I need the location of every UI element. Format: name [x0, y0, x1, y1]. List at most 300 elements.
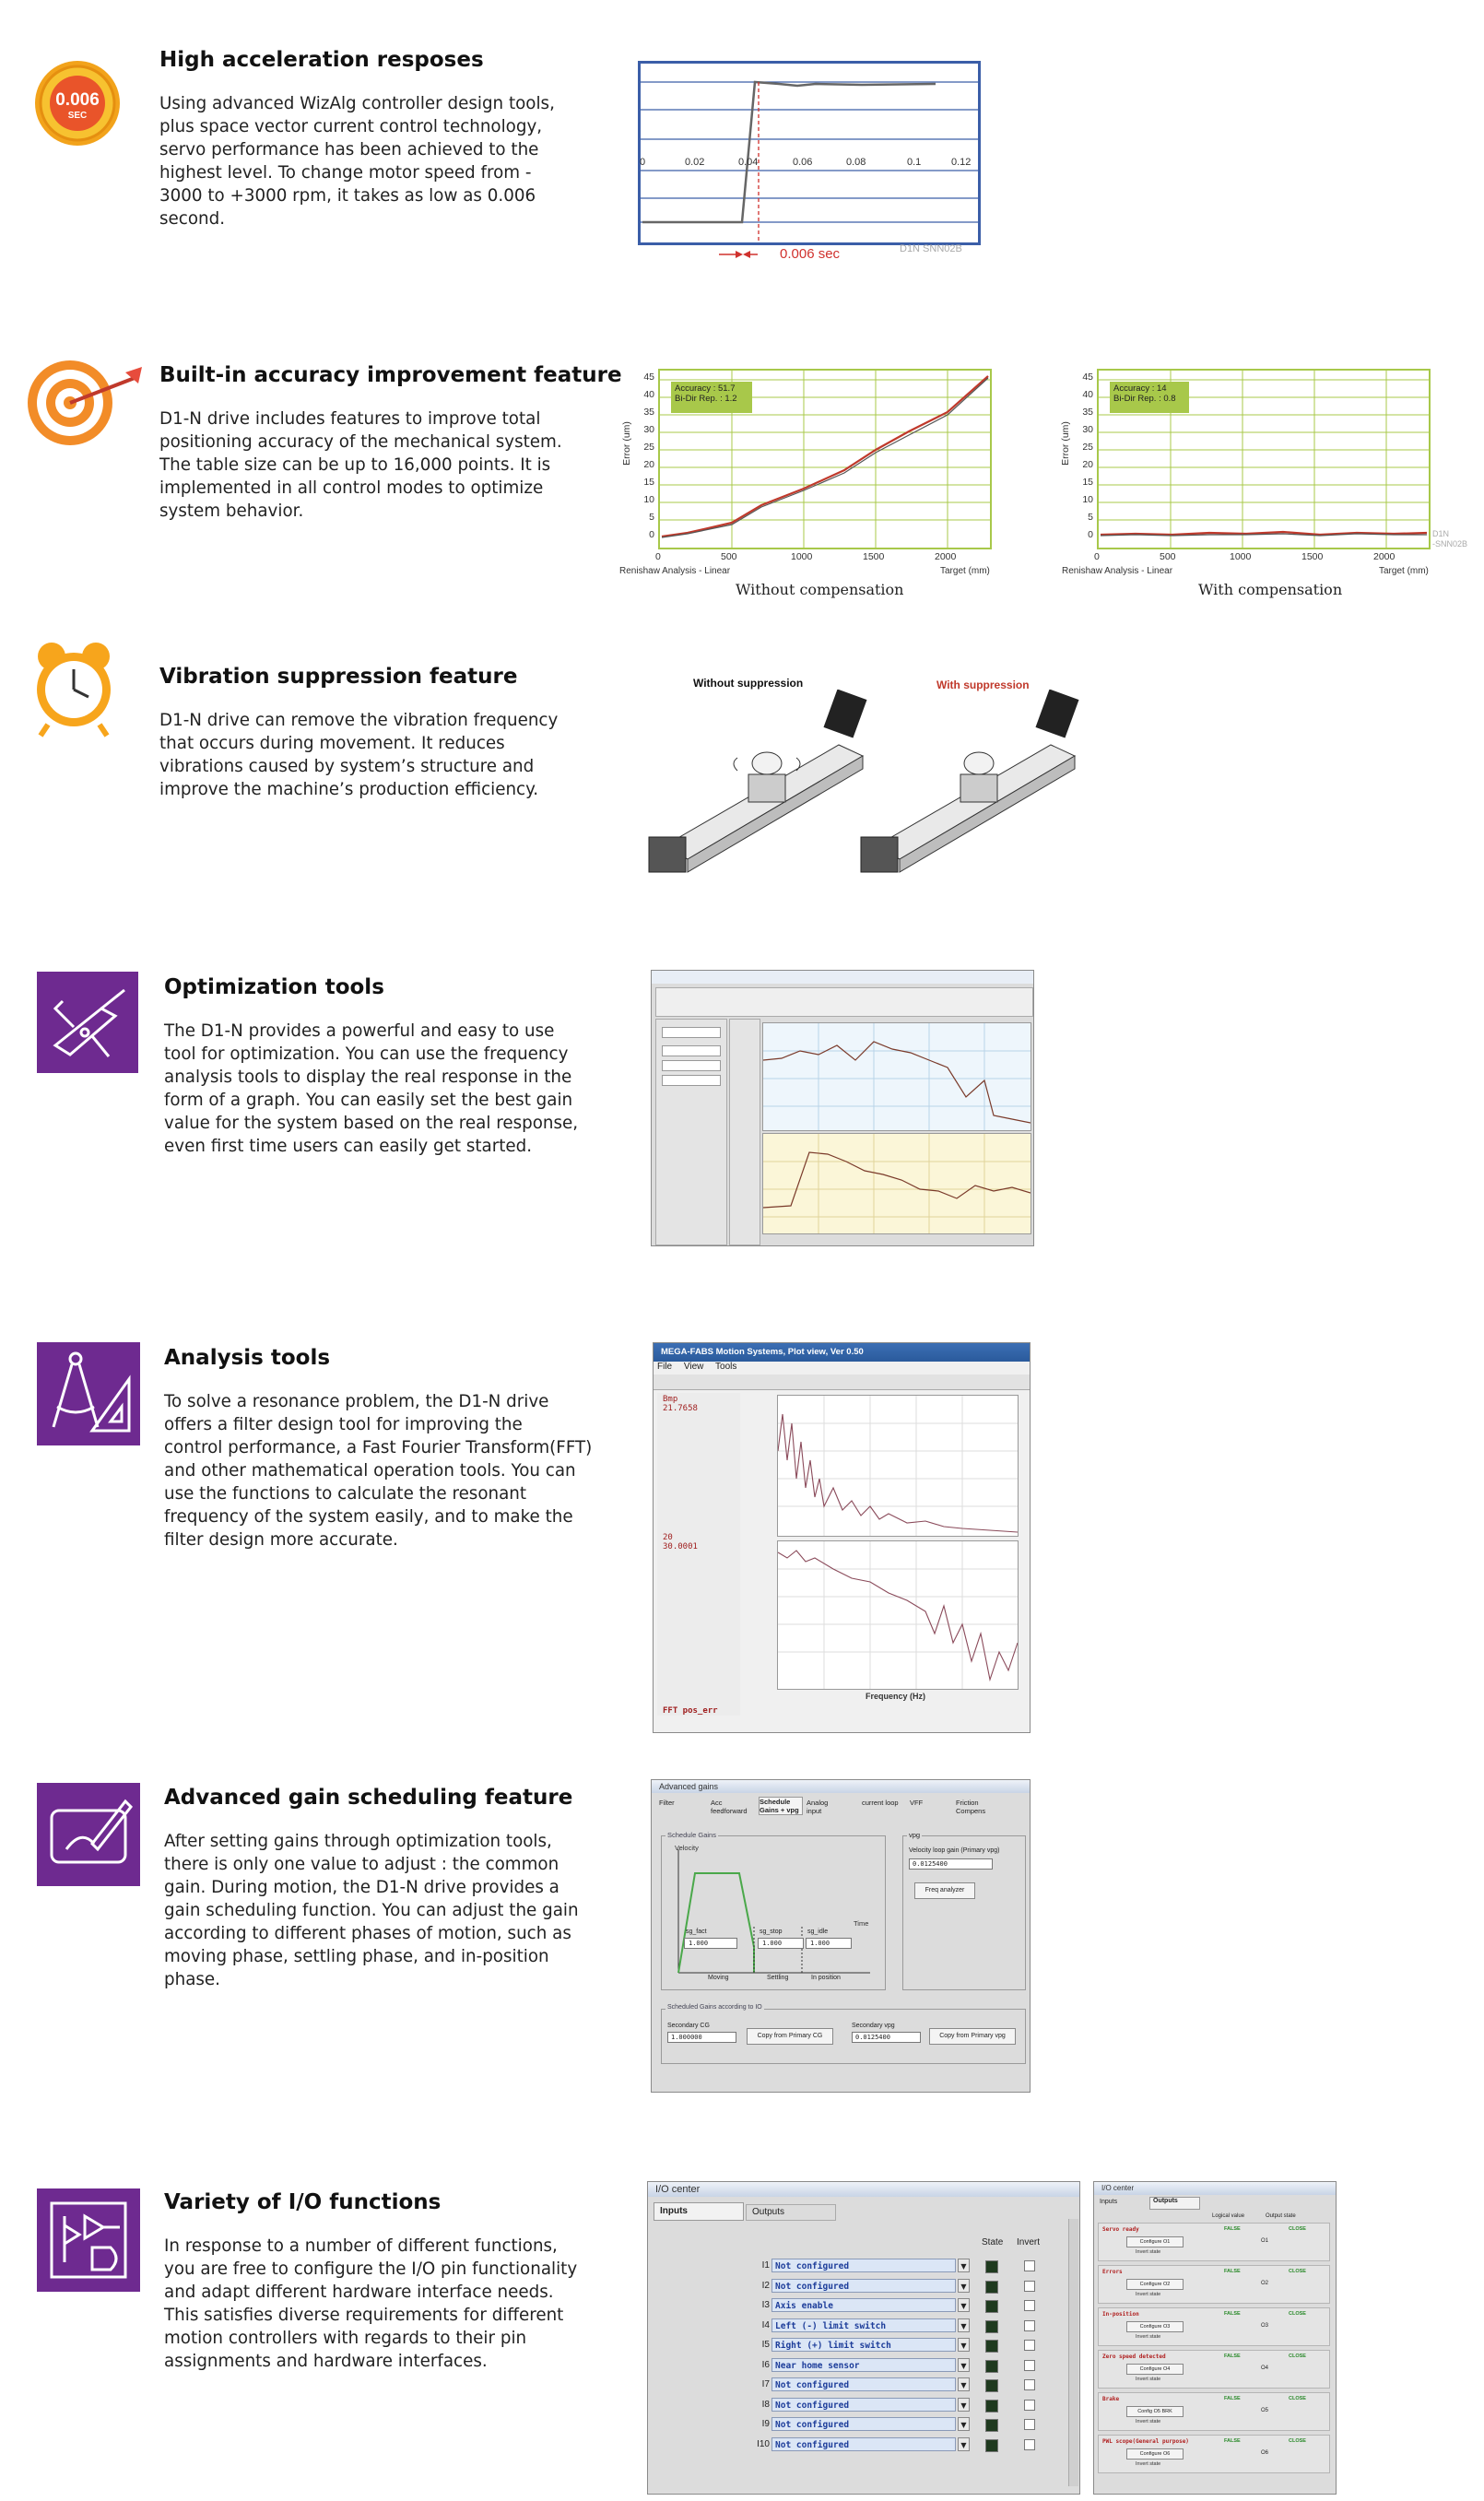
io-input-row	[648, 2377, 1080, 2393]
circuit-icon	[37, 2188, 140, 2292]
io-output-name: Servo ready	[1102, 2226, 1139, 2233]
feature-description	[164, 1830, 625, 1991]
desc-line: according to different phases of motion, such as	[164, 1924, 571, 1943]
io-function-select[interactable]: Not configured	[771, 2417, 956, 2431]
acceleration-series	[642, 82, 936, 222]
feature-description	[159, 92, 620, 230]
io-out-tab-outputs[interactable]: Outputs	[1149, 2197, 1200, 2210]
copy-vpg-button[interactable]: Copy from Primary vpg	[929, 2028, 1016, 2045]
io-output-state: CLOSE	[1289, 2269, 1306, 2274]
desc-line: In response to a number of different functions,	[164, 2236, 558, 2256]
y-tick: 15	[1082, 477, 1093, 488]
feature-description	[164, 1020, 625, 1158]
desc-line: The table size can be up to 16,000 points. It is	[159, 455, 551, 475]
desc-line: gain scheduling function. You can adjust the gain	[164, 1901, 579, 1920]
opt-phase-plot	[762, 1133, 1031, 1234]
io-output-logical: FALSE	[1224, 2438, 1241, 2444]
io-output-state: CLOSE	[1289, 2354, 1306, 2359]
io-col-state: State	[982, 2237, 1004, 2247]
feature-analysis	[164, 1346, 625, 1551]
chevron-down-icon[interactable]: ▼	[958, 2279, 970, 2293]
y-tick: 25	[1082, 442, 1093, 453]
desc-line: motion controllers with regards to their pin	[164, 2329, 527, 2348]
feature-gain-scheduling	[164, 1786, 625, 1991]
sg-fact-label: sg_fact	[686, 1929, 707, 1935]
opt-magnitude-plot	[762, 1022, 1031, 1131]
x-tick: 0.02	[685, 157, 705, 168]
io-output-logical: FALSE	[1224, 2396, 1241, 2401]
io-pin-label: I9	[761, 2419, 770, 2429]
chevron-down-icon[interactable]: ▼	[958, 2318, 970, 2332]
desc-line: offers a filter design tool for improving the	[164, 1415, 523, 1434]
with-comp-caption: With compensation	[1198, 581, 1343, 598]
without-comp-chart	[658, 369, 992, 549]
feature-title: Analysis tools	[164, 1346, 331, 1370]
without-comp-box	[671, 382, 752, 413]
secondary-vpg-field[interactable]: 0.0125400	[852, 2032, 921, 2043]
with-comp-yticks	[1075, 372, 1093, 547]
io-state-indicator	[985, 2360, 998, 2373]
io-output-pin: O3	[1261, 2323, 1269, 2329]
io-out-logical-header: Logical value	[1212, 2213, 1245, 2219]
sg-idle-field[interactable]: 1.000	[806, 1938, 852, 1949]
io-invert-checkbox[interactable]	[1024, 2260, 1035, 2271]
io-output-button[interactable]: Configure O2	[1126, 2279, 1184, 2290]
feature-optimization	[164, 975, 625, 1158]
opt-titlebar	[652, 971, 1034, 984]
repeatability-label: Bi-Dir Rep. : 1.2	[675, 394, 737, 404]
io-invert-checkbox[interactable]	[1024, 2281, 1035, 2292]
io-scrollbar[interactable]	[1068, 2219, 1078, 2486]
desc-line: second.	[159, 209, 226, 229]
desc-line: positioning accuracy of the mechanical system.	[159, 432, 562, 452]
y-tick: 5	[649, 512, 654, 523]
feature-title: Optimization tools	[164, 975, 384, 999]
time-axis-label: Time	[854, 1919, 869, 1928]
y-tick: 25	[643, 442, 654, 453]
sg-fact-field[interactable]: 1.000	[684, 1938, 737, 1949]
desc-line: use the functions to calculate the resonant	[164, 1484, 527, 1504]
x-tick: 1000	[1230, 551, 1252, 562]
io-output-button[interactable]: Configure O1	[1126, 2236, 1184, 2247]
io-function-select[interactable]: Not configured	[771, 2377, 956, 2391]
io-state-indicator	[985, 2340, 998, 2353]
feature-description	[159, 407, 620, 523]
velocity-axis-label: Velocity	[675, 1844, 699, 1852]
io-function-select[interactable]: Not configured	[771, 2279, 956, 2293]
io-invert-checkbox[interactable]	[1024, 2300, 1035, 2311]
y-tick: 10	[1082, 494, 1093, 505]
y-tick: 40	[1082, 389, 1093, 400]
io-state-indicator	[985, 2300, 998, 2313]
menu-file[interactable]: File	[657, 1362, 673, 1372]
io-output-button[interactable]: Configure O6	[1126, 2448, 1184, 2460]
io-output-invert[interactable]: Invert state	[1136, 2461, 1161, 2467]
y-tick: 5	[1088, 512, 1093, 523]
accel-model: D1N SNN02B	[900, 243, 962, 254]
menu-tools[interactable]: Tools	[715, 1362, 737, 1372]
io-input-row	[648, 2397, 1080, 2413]
desc-line: even first time users can easily get started.	[164, 1137, 533, 1156]
x-tick: 0	[640, 157, 646, 168]
io-input-row	[648, 2258, 1080, 2274]
sg-stop-label: sg_stop	[760, 1929, 783, 1935]
feature-description	[159, 709, 620, 801]
io-output-name: In-position	[1102, 2311, 1139, 2318]
fft-plot-bottom	[777, 1540, 1019, 1690]
x-tick: 500	[721, 551, 737, 562]
desc-line: plus space vector current control technology,	[159, 117, 543, 136]
vpg-label: Velocity loop gain (Primary vpg)	[909, 1847, 1000, 1854]
with-comp-xlabel: Target (mm)	[1379, 566, 1429, 576]
tab-analog-input[interactable]: Analog input	[807, 1799, 829, 1815]
io-output-invert[interactable]: Invert state	[1136, 2249, 1161, 2255]
io-output-state: CLOSE	[1289, 2396, 1306, 2401]
channel-value: 21.7658	[663, 1404, 698, 1413]
fft-plot-top	[777, 1395, 1019, 1537]
io-out-titlebar: I/O center	[1094, 2182, 1336, 2195]
tab-vff[interactable]: VFF	[910, 1799, 924, 1807]
io-input-row	[648, 2278, 1080, 2295]
x-tick: 2000	[1373, 551, 1396, 562]
stage-with-suppression	[857, 690, 1097, 874]
sg-stop-field[interactable]: 1.000	[758, 1938, 804, 1949]
io-output-logical: FALSE	[1224, 2269, 1241, 2274]
desc-line: form of a graph. You can easily set the best gain	[164, 1091, 573, 1110]
x-tick: 2000	[935, 551, 957, 562]
io-function-select[interactable]: Not configured	[771, 2437, 956, 2451]
alarm-clock-icon	[20, 632, 122, 738]
io-output-invert[interactable]: Invert state	[1136, 2419, 1161, 2424]
accel-annotation-arrow	[719, 247, 765, 260]
vpg-group	[902, 1831, 1026, 1990]
io-output-row	[1098, 2223, 1330, 2261]
opt-param-panel	[655, 1019, 727, 1245]
io-output-logical: FALSE	[1224, 2226, 1241, 2232]
io-function-select[interactable]: Not configured	[771, 2398, 956, 2412]
channel-label: Bmp	[663, 1395, 678, 1404]
x-tick: 500	[1160, 551, 1176, 562]
secondary-cg-field[interactable]: 1.000000	[667, 2032, 736, 2043]
model-label: D1N	[1432, 529, 1450, 538]
io-state-indicator	[985, 2320, 998, 2333]
x-tick: 0	[1094, 551, 1100, 562]
tab-filter[interactable]: Filter	[659, 1799, 675, 1807]
io-pin-label: I6	[761, 2359, 770, 2370]
velocity-profile	[662, 1836, 885, 1989]
chevron-down-icon[interactable]: ▼	[958, 2358, 970, 2372]
accel-annotation: 0.006 sec	[780, 246, 841, 262]
io-function-select[interactable]: Left (-) limit switch	[771, 2318, 956, 2332]
with-comp-chart	[1097, 369, 1431, 549]
io-col-invert: Invert	[1017, 2237, 1041, 2247]
compass-ruler-icon	[37, 1342, 140, 1445]
io-output-row	[1098, 2307, 1330, 2346]
y-tick: 20	[1082, 459, 1093, 470]
io-output-pin: O5	[1261, 2408, 1269, 2413]
y-tick: 30	[1082, 424, 1093, 435]
desc-line: value for the system based on the real response,	[164, 1114, 579, 1133]
io-function-select[interactable]: Axis enable	[771, 2298, 956, 2312]
io-state-indicator	[985, 2439, 998, 2452]
desc-line: Using advanced WizAlg controller design tools,	[159, 94, 555, 113]
y-tick: 20	[643, 459, 654, 470]
x-tick: 0.12	[951, 157, 972, 168]
gains-tabs	[655, 1795, 1028, 1815]
y-tick: 10	[643, 494, 654, 505]
chevron-down-icon[interactable]: ▼	[958, 2338, 970, 2352]
desc-line: After setting gains through optimization tools,	[164, 1832, 552, 1851]
io-out-state-header: Output state	[1266, 2213, 1296, 2219]
x-tick: 0.08	[846, 157, 866, 168]
group-label: vpg	[909, 1831, 921, 1839]
with-comp-model	[1432, 529, 1467, 549]
io-output-name: Brake	[1102, 2396, 1120, 2402]
io-tab-inputs[interactable]: Inputs	[654, 2202, 744, 2221]
io-pin-label: I8	[761, 2399, 770, 2410]
tab-friction[interactable]: Friction Compens	[956, 1799, 986, 1815]
advanced-gains-window	[651, 1779, 1031, 2093]
io-output-pin: O6	[1261, 2450, 1269, 2456]
io-center-window	[647, 2181, 1080, 2495]
chevron-down-icon[interactable]: ▼	[958, 2437, 970, 2451]
io-output-invert[interactable]: Invert state	[1136, 2377, 1161, 2382]
io-invert-checkbox[interactable]	[1024, 2360, 1035, 2371]
io-function-select[interactable]: Near home sensor	[771, 2358, 956, 2372]
io-invert-checkbox[interactable]	[1024, 2379, 1035, 2390]
x-tick: 0.06	[793, 157, 813, 168]
chevron-down-icon[interactable]: ▼	[958, 2377, 970, 2391]
without-suppression-label: Without suppression	[693, 677, 804, 690]
feature-title: Built-in accuracy improvement feature	[159, 363, 622, 387]
io-output-state: CLOSE	[1289, 2438, 1306, 2444]
clock-badge-icon	[33, 59, 122, 147]
feature-title: High acceleration resposes	[159, 48, 484, 72]
gains-titlebar: Advanced gains	[652, 1780, 1030, 1793]
feature-acceleration	[159, 48, 620, 230]
desc-line: D1-N drive can remove the vibration frequency	[159, 711, 559, 730]
desc-line: gain. During motion, the D1-N drive provides a	[164, 1878, 559, 1897]
io-pin-label: I5	[761, 2340, 770, 2350]
io-input-row	[648, 2337, 1080, 2354]
with-comp-ylabel: Error (um)	[1060, 421, 1071, 466]
with-comp-source: Renishaw Analysis - Linear	[1062, 566, 1173, 576]
io-output-button[interactable]: Configure O3	[1126, 2321, 1184, 2332]
io-state-indicator	[985, 2419, 998, 2432]
io-pin-label: I7	[761, 2379, 770, 2389]
opt-checkbox-panel	[729, 1019, 760, 1245]
io-invert-checkbox[interactable]	[1024, 2419, 1035, 2430]
io-pin-label: I2	[761, 2280, 770, 2291]
io-input-row	[648, 2436, 1080, 2453]
io-pin-label: I10	[757, 2438, 770, 2449]
phase-settling: Settling	[767, 1975, 789, 1981]
sg-idle-label: sg_idle	[807, 1929, 829, 1935]
desc-line: control performance, a Fast Fourier Transform(FFT)	[164, 1438, 593, 1457]
y-tick: 0	[1088, 529, 1093, 540]
io-input-row	[648, 2297, 1080, 2314]
desc-line: implemented in all control modes to optimize	[159, 478, 544, 498]
secondary-cg-label: Secondary CG	[667, 2023, 710, 2029]
io-output-name: Zero speed detected	[1102, 2354, 1166, 2360]
desc-line: 3000 to +3000 rpm, it takes as low as 0.006	[159, 186, 536, 206]
group-label: Schedule Gains	[667, 1831, 716, 1839]
io-output-name: PWL scope(General purpose)	[1102, 2438, 1189, 2445]
io-tab-outputs[interactable]: Outputs	[746, 2204, 836, 2221]
y-tick: 0	[649, 529, 654, 540]
io-output-pin: O2	[1261, 2281, 1269, 2286]
phase-moving: Moving	[708, 1975, 729, 1981]
io-function-select[interactable]: Right (+) limit switch	[771, 2338, 956, 2352]
y-tick: 35	[643, 407, 654, 418]
feature-accuracy	[159, 363, 620, 523]
feature-vibration	[159, 665, 620, 801]
x-tick: 1500	[1301, 551, 1324, 562]
io-output-row	[1098, 2265, 1330, 2304]
tab-acc-ff[interactable]: Acc feedforward	[711, 1799, 748, 1815]
io-state-indicator	[985, 2400, 998, 2413]
io-output-row	[1098, 2350, 1330, 2389]
desc-line: servo performance has been achieved to the	[159, 140, 539, 159]
io-state-indicator	[985, 2281, 998, 2294]
y-tick: 30	[643, 424, 654, 435]
io-invert-checkbox[interactable]	[1024, 2340, 1035, 2351]
io-output-name: Errors	[1102, 2269, 1123, 2275]
feature-io	[164, 2190, 625, 2373]
desc-line: This satisfies diverse requirements for different	[164, 2306, 564, 2325]
tab-current-loop[interactable]: current loop	[862, 1799, 899, 1807]
desc-line: phase.	[164, 1970, 220, 1989]
io-input-row	[648, 2357, 1080, 2374]
accuracy-label: Accuracy : 14	[1113, 383, 1167, 394]
scheduled-io-group	[661, 2004, 1026, 2064]
analysis-window	[653, 1342, 1031, 1733]
tab-schedule-gains[interactable]: Schedule Gains + vpg	[759, 1797, 803, 1815]
analysis-footer: FFT pos_err	[663, 1706, 718, 1716]
chevron-down-icon[interactable]: ▼	[958, 2398, 970, 2412]
desc-line: highest level. To change motor speed from -	[159, 163, 532, 183]
io-outputs-window	[1093, 2181, 1337, 2495]
io-invert-checkbox[interactable]	[1024, 2439, 1035, 2450]
model-label: -SNN02B	[1432, 539, 1468, 549]
channel-value: 30.0001	[663, 1542, 698, 1551]
io-out-tab-inputs[interactable]: Inputs	[1100, 2199, 1118, 2205]
io-output-button[interactable]: Configure O4	[1126, 2364, 1184, 2375]
x-tick: 0.1	[907, 157, 922, 168]
io-pin-label: I1	[761, 2260, 770, 2271]
with-suppression-label: With suppression	[936, 678, 1030, 691]
chevron-down-icon[interactable]: ▼	[958, 2259, 970, 2272]
tablet-pen-icon	[37, 1783, 140, 1886]
io-output-logical: FALSE	[1224, 2354, 1241, 2359]
analysis-channel-panel	[657, 1393, 740, 1716]
opt-legend	[655, 987, 1033, 1017]
desc-line: assignments and hardware interfaces.	[164, 2352, 488, 2371]
y-tick: 35	[1082, 407, 1093, 418]
desc-line: and other mathematical operation tools. You can	[164, 1461, 576, 1481]
phase-in-position: In position	[811, 1975, 841, 1981]
io-state-indicator	[985, 2260, 998, 2273]
desc-line: there is only one value to adjust : the common	[164, 1855, 559, 1874]
io-pin-label: I4	[761, 2319, 770, 2330]
multitool-icon	[37, 972, 138, 1073]
menu-view[interactable]: View	[683, 1362, 704, 1372]
without-comp-caption: Without compensation	[736, 581, 904, 598]
chevron-down-icon[interactable]: ▼	[958, 2298, 970, 2312]
desc-line: filter design more accurate.	[164, 1530, 398, 1550]
io-state-indicator	[985, 2379, 998, 2392]
io-output-state: CLOSE	[1289, 2226, 1306, 2232]
schedule-gains-group	[661, 1831, 886, 1990]
desc-line: you are free to configure the I/O pin functionality	[164, 2259, 578, 2279]
desc-line: The D1-N provides a powerful and easy to use	[164, 1021, 555, 1041]
io-input-row	[648, 2318, 1080, 2334]
desc-line: vibrations caused by system’s structure and	[159, 757, 535, 776]
x-tick: 1500	[863, 551, 885, 562]
target-icon	[26, 352, 146, 449]
feature-description	[164, 2235, 625, 2373]
secondary-vpg-label: Secondary vpg	[852, 2023, 895, 2029]
analysis-toolbar	[654, 1374, 1031, 1390]
with-comp-box	[1110, 382, 1189, 413]
io-invert-checkbox[interactable]	[1024, 2400, 1035, 2411]
io-pin-label: I3	[761, 2300, 770, 2310]
io-output-row	[1098, 2435, 1330, 2473]
x-tick: 1000	[791, 551, 813, 562]
desc-line: moving phase, settling phase, and in-position	[164, 1947, 549, 1966]
repeatability-label: Bi-Dir Rep. : 0.8	[1113, 394, 1176, 404]
clock-badge-value: 0.006	[55, 90, 100, 110]
desc-line: that occurs during movement. It reduces	[159, 734, 505, 753]
acceleration-chart	[638, 61, 981, 245]
analysis-menubar	[657, 1362, 736, 1374]
vpg-field[interactable]: 0.0125400	[909, 1858, 993, 1870]
x-tick: 0.04	[738, 157, 759, 168]
io-invert-checkbox[interactable]	[1024, 2320, 1035, 2331]
io-output-row	[1098, 2392, 1330, 2431]
io-output-invert[interactable]: Invert state	[1136, 2292, 1161, 2297]
desc-line: frequency of the system easily, and to make the	[164, 1507, 573, 1527]
io-output-pin: O4	[1261, 2365, 1269, 2371]
io-output-state: CLOSE	[1289, 2311, 1306, 2317]
without-comp-ylabel: Error (um)	[621, 421, 632, 466]
io-output-button[interactable]: Config O5 BRK	[1126, 2406, 1184, 2417]
feature-title: Advanced gain scheduling feature	[164, 1786, 573, 1810]
desc-line: analysis tools to display the real response in the	[164, 1068, 572, 1087]
y-tick: 40	[643, 389, 654, 400]
x-tick: 0	[655, 551, 661, 562]
freq-analyzer-button[interactable]: Freq analyzer	[914, 1882, 975, 1899]
acceleration-plot	[641, 64, 978, 242]
io-output-invert[interactable]: Invert state	[1136, 2334, 1161, 2340]
desc-line: tool for optimization. You can use the frequency	[164, 1044, 569, 1064]
clock-badge-unit: SEC	[67, 111, 88, 121]
io-input-row	[648, 2416, 1080, 2433]
feature-title: Variety of I/O functions	[164, 2190, 442, 2214]
y-tick: 15	[643, 477, 654, 488]
fft-x-label: Frequency (Hz)	[866, 1692, 926, 1701]
without-comp-source: Renishaw Analysis - Linear	[619, 566, 731, 576]
feature-description	[164, 1390, 625, 1551]
io-function-select[interactable]: Not configured	[771, 2259, 956, 2272]
analysis-titlebar: MEGA-FABS Motion Systems, Plot view, Ver 0.50	[654, 1343, 1030, 1362]
y-tick: 45	[1082, 372, 1093, 383]
io-output-pin: O1	[1261, 2238, 1269, 2244]
accuracy-label: Accuracy : 51.7	[675, 383, 736, 394]
channel-label: 20	[663, 1533, 673, 1542]
copy-cg-button[interactable]: Copy from Primary CG	[747, 2028, 833, 2045]
chevron-down-icon[interactable]: ▼	[958, 2417, 970, 2431]
